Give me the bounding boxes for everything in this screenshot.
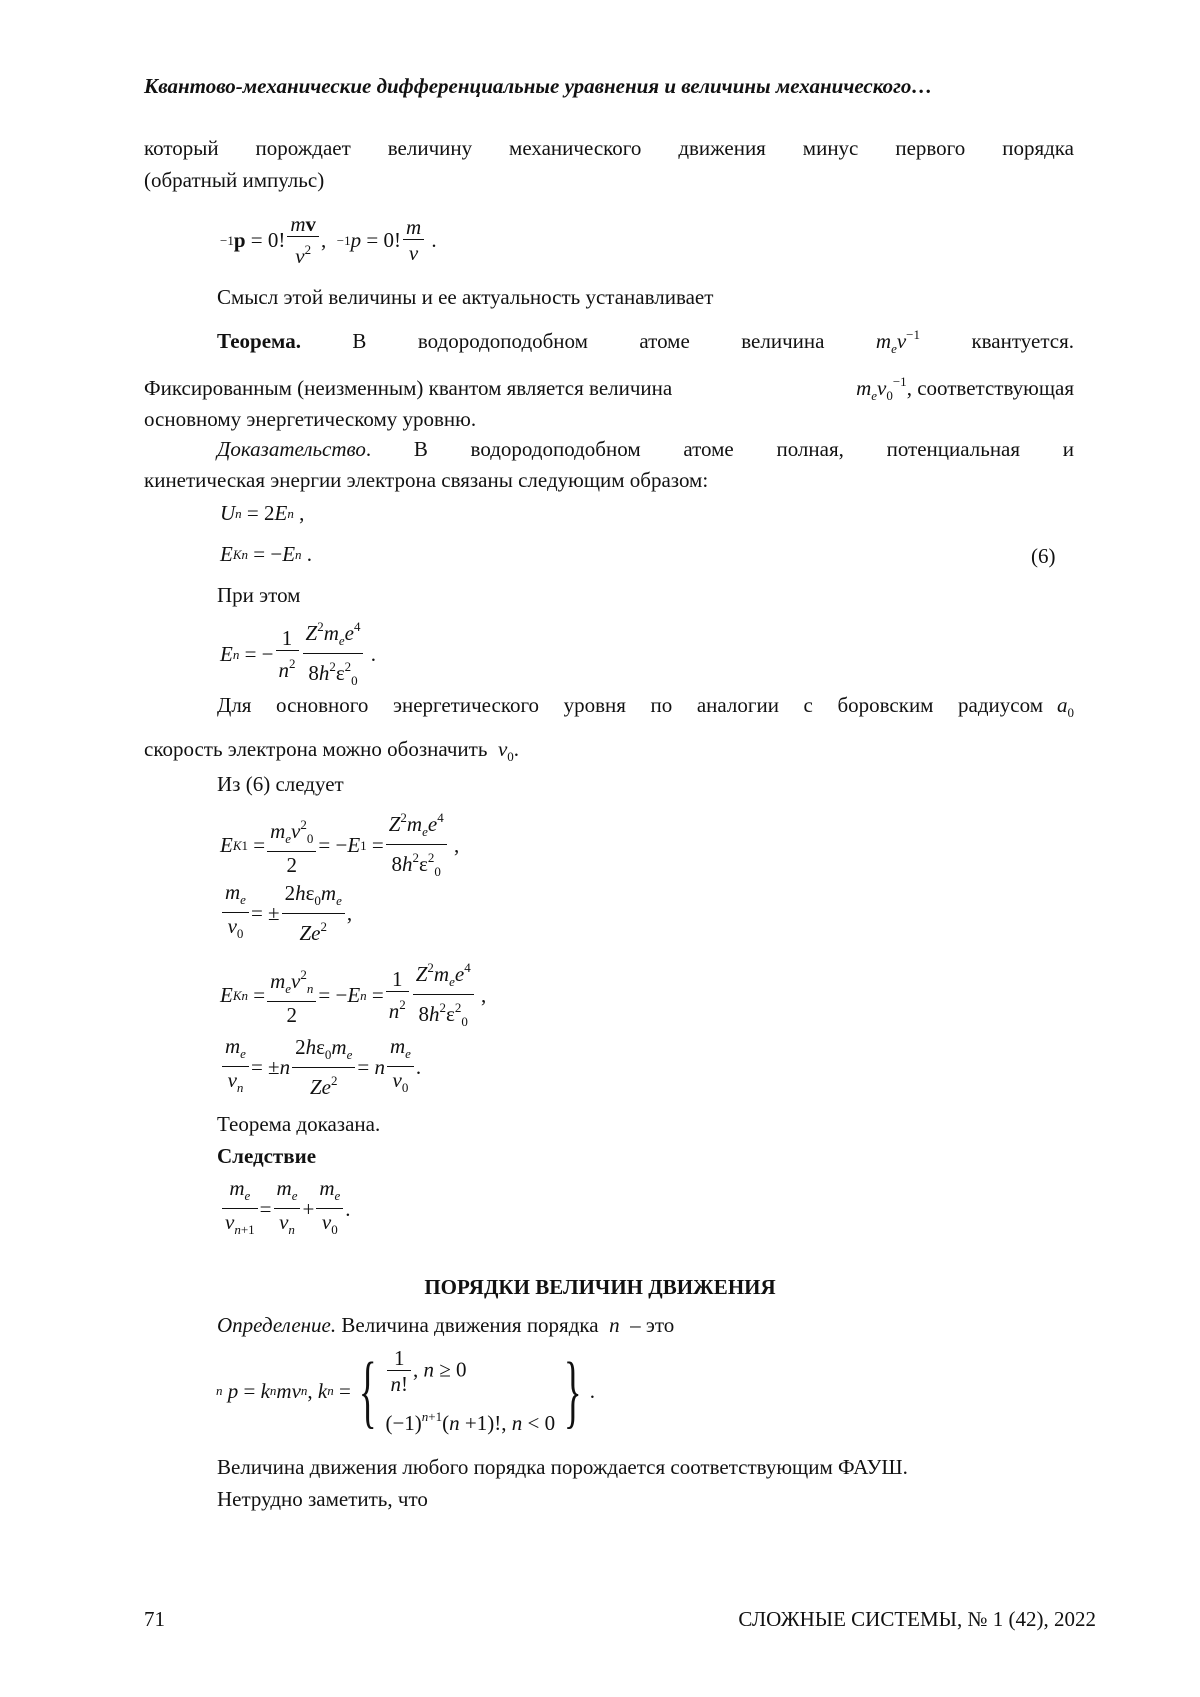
theorem-word-2: водородоподобном [418, 326, 588, 357]
formula-me-v0: me v0 = ± 2hε0me Ze2 , [220, 880, 352, 947]
theorem-line1-end: квантуется. [971, 326, 1074, 357]
equation-number-6: (6) [1031, 541, 1056, 572]
formula-reverse-impulse: −1 p = 0! mv v2 , −1 p = 0! m v . [220, 212, 437, 269]
theorem-word-1: В [352, 326, 366, 357]
formula-mev0-inverse: mev0−1 [856, 376, 907, 400]
sense-line: Смысл этой величины и ее актуальность устанавливает [217, 282, 713, 313]
formula-a0: a0 [1057, 690, 1074, 728]
formula-order-impulse: n p = k n mv n , k n = { 1 n! , n ≥ 0 (−1)n+1(n +1)!, n < 0 } . [216, 1346, 595, 1436]
running-header: Квантово-механические дифференциальные уравнения и величины механического… [144, 74, 1074, 99]
theorem-word-3: атоме [639, 326, 689, 357]
bohr-line2-text: скорость электрона можно обозначить [144, 737, 487, 761]
piecewise-brace: { 1 n! , n ≥ 0 (−1)n+1(n +1)!, n < 0 } [356, 1346, 584, 1436]
definition-line [217, 1310, 674, 1341]
from6-line: Из (6) следует [217, 769, 344, 800]
formula-corollary: me vn+1 = me vn + me v0 . [220, 1176, 351, 1243]
proof-line-2: кинетическая энергии электрона связаны следующим образом: [144, 465, 708, 496]
proof-label: Доказательство [217, 434, 366, 465]
section-heading: ПОРЯДКИ ВЕЛИЧИН ДВИЖЕНИЯ [0, 1275, 1200, 1300]
proof-line-1 [217, 434, 1074, 465]
formula-un: U n = 2 E n , [220, 501, 304, 526]
proved-line: Теорема доказана. [217, 1109, 380, 1140]
formula-ek1: E K 1 = mev20 2 = − E 1 = Z2mee4 8h2ε20 , [220, 806, 459, 885]
section-line-1: Величина движения любого порядка порождается соответствующим ФАУШ. [217, 1452, 908, 1483]
theorem-word-4: величина [741, 326, 824, 357]
definition-end: – это [630, 1313, 674, 1337]
formula-ekn-full: E Kn = mev2n 2 = − E n = 1 n2 Z2mee4 8h2ε20 , [220, 956, 486, 1035]
formula-v0: v0. [493, 737, 519, 761]
formula-me-vn: me vn = ± n 2hε0me Ze2 = n me v0 . [220, 1034, 421, 1101]
theorem-line2-end: , соответствующая [907, 376, 1074, 400]
proof-line1-text: . В водородоподобном атоме полная, потенциальная и [366, 434, 1074, 465]
theorem-line-3: основному энергетическому уровню. [144, 404, 476, 435]
bohr-line1-text: Для основного энергетического уровня по аналогии с боровским радиусом [217, 690, 1043, 721]
theorem-line-1 [217, 319, 1074, 364]
section-line-2: Нетрудно заметить, что [217, 1484, 428, 1515]
formula-en: E n = − 1 n2 Z2mee4 8h2ε20 . [220, 615, 376, 694]
bohr-line-2 [144, 734, 519, 772]
formula-mev-inverse: mev−1 [876, 319, 920, 364]
corollary-label: Следствие [217, 1141, 316, 1172]
page-number: 71 [144, 1607, 165, 1632]
theorem-label: Теорема. [217, 326, 301, 357]
intro-line-2: (обратный импульс) [144, 165, 324, 196]
formula-n: n [604, 1313, 625, 1337]
intro-line-1: который порождает величину механического движения минус первого порядка [144, 133, 1074, 164]
definition-label: Определение. [217, 1313, 336, 1337]
theorem-line2-start: Фиксированным (неизменным) квантом является величина [144, 373, 672, 404]
bohr-line-1 [217, 690, 1074, 728]
at-this-line: При этом [217, 580, 300, 611]
definition-text: Величина движения порядка [341, 1313, 598, 1337]
formula-ekn: E Kn = − E n . [220, 542, 312, 567]
journal-info: СЛОЖНЫЕ СИСТЕМЫ, № 1 (42), 2022 [738, 1607, 1096, 1632]
